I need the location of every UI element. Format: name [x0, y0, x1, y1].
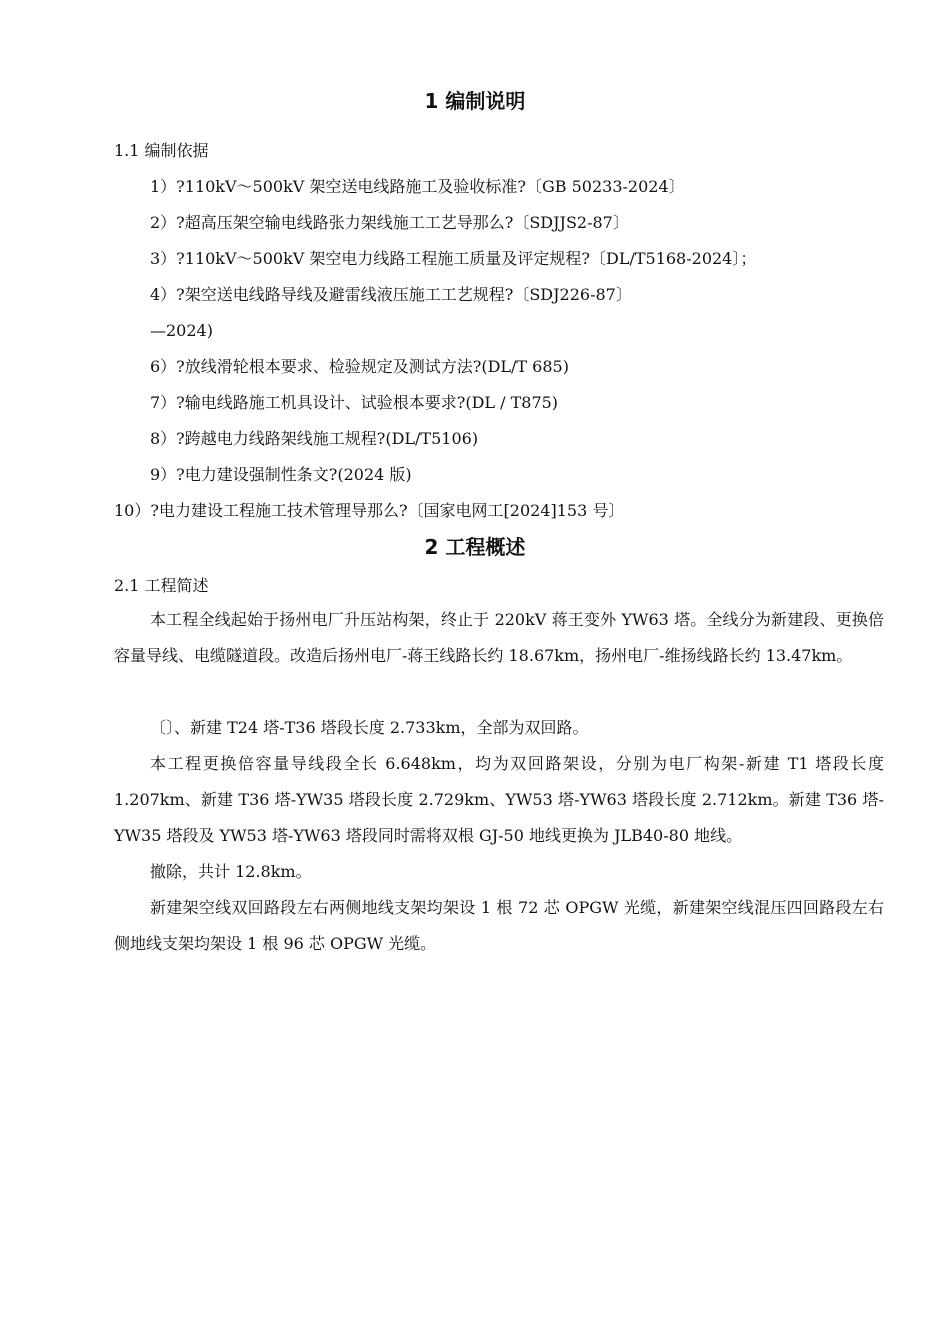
- reference-item-5-fragment: —2024): [150, 321, 213, 340]
- reference-item-8: 8）?跨越电力线路架线施工规程?(DL/T5106): [150, 429, 479, 448]
- reference-item-10: 10）?电力建设工程施工技术管理导那么?〔国家电网工[2024]153 号〕: [114, 501, 625, 520]
- subsection-1-1-heading: 1.1 编制依据: [114, 141, 209, 160]
- reference-item-3: 3）?110kV～500kV 架空电力线路工程施工质量及评定规程?〔DL/T5168-2024〕；: [150, 249, 757, 268]
- reference-item-7: 7）?输电线路施工机具设计、试验根本要求?(DL / T875): [150, 393, 559, 412]
- overview-paragraph-1: 本工程全线起始于扬州电厂升压站构架，终止于 220kV 蒋王变外 YW63 塔。全线分为新建段、更换倍容量导线、电缆隧道段。改造后扬州电厂-蒋王线路长约 18.67km，扬州电厂-维扬线路长约 13.47km。: [114, 610, 884, 665]
- reference-item-9: 9）?电力建设强制性条文?(2024 版): [150, 465, 412, 484]
- section-2-heading: 2 工程概述: [424, 535, 526, 559]
- reference-item-2: 2）?超高压架空输电线路张力架线施工工艺导那么?〔SDJJS2-87〕: [150, 213, 629, 232]
- reference-item-6: 6）?放线滑轮根本要求、检验规定及测试方法?(DL/T 685): [150, 357, 569, 376]
- reference-item-4: 4）?架空送电线路导线及避雷线液压施工工艺规程?〔SDJ226-87〕: [150, 285, 632, 304]
- overview-paragraph-3: 本工程更换倍容量导线段全长 6.648km，均为双回路架设，分别为电厂构架-新建 T1 塔段长度 1.207km、新建 T36 塔-YW35 塔段长度 2.729km、YW53 塔-YW63 塔段长度 2.712km。新建 T36 塔-YW35 塔段及 YW53 塔-YW63 塔段同时需将双根 GJ-50 地线更换为 JLB40-80 地线。: [114, 754, 884, 845]
- overview-paragraph-2: 〔〕、新建 T24 塔-T36 塔段长度 2.733km，全部为双回路。: [150, 718, 589, 737]
- section-1-heading: 1 编制说明: [424, 89, 526, 113]
- overview-paragraph-4: 撤除，共计 12.8km。: [150, 862, 312, 881]
- overview-paragraph-5: 新建架空线双回路段左右两侧地线支架均架设 1 根 72 芯 OPGW 光缆，新建架空线混压四回路段左右侧地线支架均架设 1 根 96 芯 OPGW 光缆。: [114, 898, 884, 953]
- reference-item-1: 1）?110kV～500kV 架空送电线路施工及验收标准?〔GB 50233-2024〕: [150, 177, 685, 196]
- subsection-2-1-heading: 2.1 工程简述: [114, 576, 209, 595]
